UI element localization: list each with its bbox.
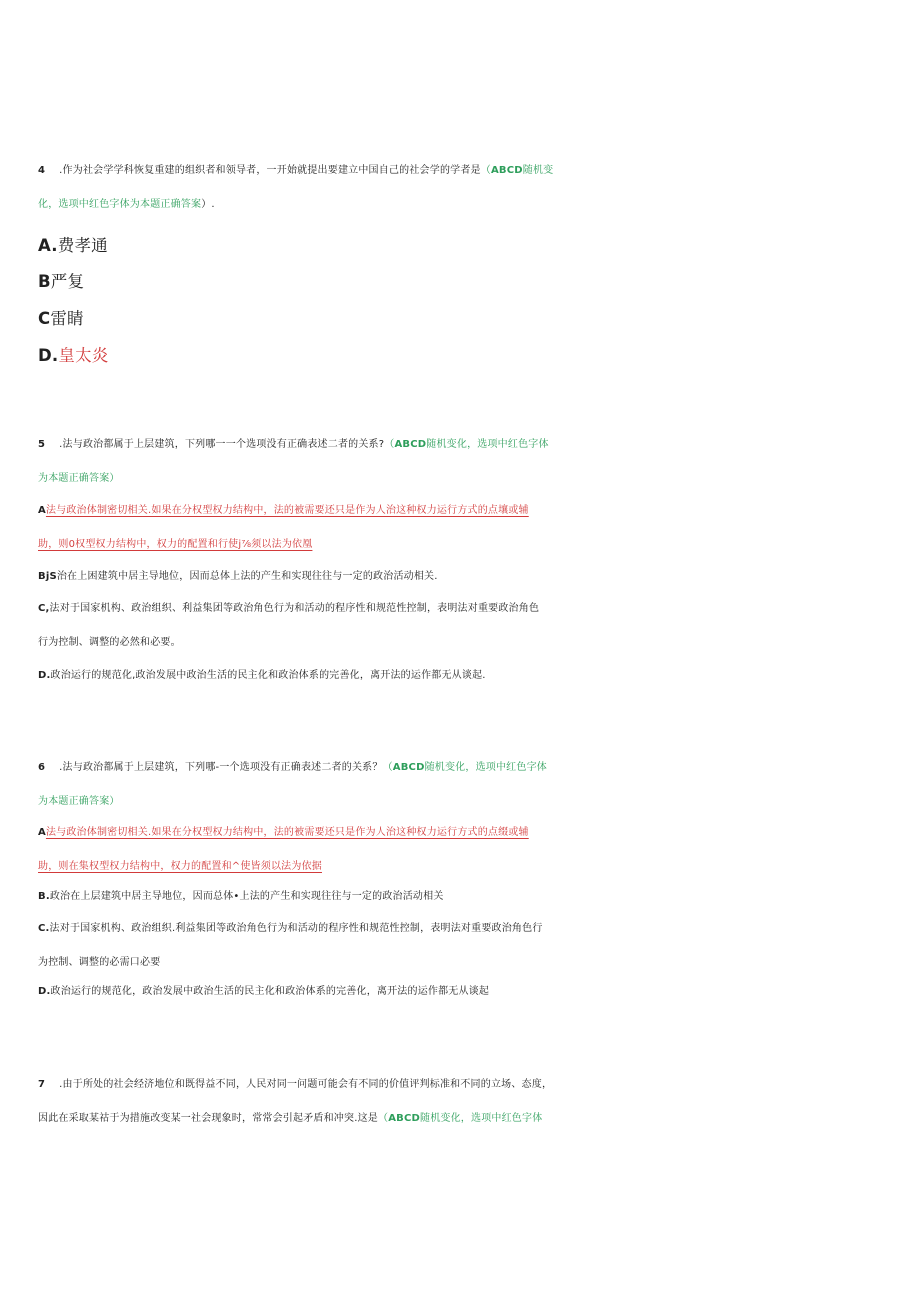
answer-hint: （ABCD随机变化，选项中红色字体 — [377, 1113, 543, 1124]
question-stem-line-2: 化，选项中红色字体为本题正确答案）. — [38, 199, 215, 210]
question-stem: 7 .由于所处的社会经济地位和既得益不同，人民对同一问题可能会有不同的价值评判标准和不同的立场、态度， — [38, 1079, 553, 1090]
question-stem-line-2: 为本题正确答案） — [38, 796, 120, 807]
question-stem: 4 .作为社会学学科恢复重建的组织者和领导者，一开始就提出要建立中国自己的社会学的学者是（ABCD随机变 — [38, 165, 554, 176]
question-number: 7 — [38, 1079, 46, 1090]
question-5 — [38, 428, 888, 496]
answer-hint: （ABCD随机变化，选项中红色字体 — [382, 762, 547, 773]
option-d: D.政治运行的规范化,政治发展中政治生活的民主化和政治体系的完善化，离开法的运作都无从谈起. — [38, 670, 486, 681]
option-c: C雷睛 — [38, 309, 84, 328]
question-stem: 5 .法与政治都属于上层建筑，下列哪一一个选项没有正确表述二者的关系?（ABCD随机变化，选项中红色字体 — [38, 439, 549, 450]
option-c: C.法对于国家机构、政治组织.利益集团等政治角色行为和活动的程序性和规范性控制，表明法对重要政治角色行 为控制、调整的必需口必要 — [38, 923, 543, 968]
question-number: 4 — [38, 165, 46, 176]
option-a-correct: A法与政治体制密切相关.如果在分权型权力结构中，法的被需要还只是作为人治这种权力运行方式的点壤或辅 助，则0权型权力结构中，权力的配置和行使j⅞须以法为依凰 — [38, 505, 529, 550]
option-a-correct: A法与政治体制密切相关.如果在分权型权力结构中，法的被需要还只是作为人治这种权力运行方式的点缀或辅 助，则在集权型权力结构中，权力的配置和^使皆须以法为依据 — [38, 827, 529, 872]
question-4 — [38, 154, 888, 222]
question-6 — [38, 751, 888, 819]
option-a: A.费孝通 — [38, 236, 108, 255]
answer-hint: （ABCD随机变化，选项中红色字体 — [384, 439, 549, 450]
option-b: BjS治在上困建筑中居主导地位，因而总体上法的产生和实现往往与一定的政治活动相关. — [38, 571, 438, 582]
question-7 — [38, 1068, 888, 1136]
question-number: 6 — [38, 762, 46, 773]
answer-hint: （ABCD随机变 — [480, 165, 554, 176]
option-c: C,法对于国家机构、政治组织、利益集团等政治角色行为和活动的程序性和规范性控制，表明法对重要政治角色 行为控制、调整的必然和必要。 — [38, 603, 540, 648]
question-stem-line-2: 因此在采取某祜于为措施改变某一社会现象时，常常会引起矛盾和冲突.这是（ABCD随机变化，选项中红色字体 — [38, 1113, 543, 1124]
option-b: B.政治在上层建筑中居主导地位，因而总体•上法的产生和实现往往与一定的政治活动相关 — [38, 891, 444, 902]
option-d: D.政治运行的规范化，政治发展中政治生活的民主化和政治体系的完善化，离开法的运作都无从谈起 — [38, 986, 490, 997]
option-b: B严复 — [38, 272, 85, 291]
option-d-correct: D.皇太炎 — [38, 346, 109, 365]
question-stem-line-2: 为本题正确答案） — [38, 473, 120, 484]
question-number: 5 — [38, 439, 46, 450]
question-stem: 6 .法与政治都属于上层建筑，下列哪-一个选项没有正确表述二者的关系？（ABCD随机变化，选项中红色字体 — [38, 762, 547, 773]
